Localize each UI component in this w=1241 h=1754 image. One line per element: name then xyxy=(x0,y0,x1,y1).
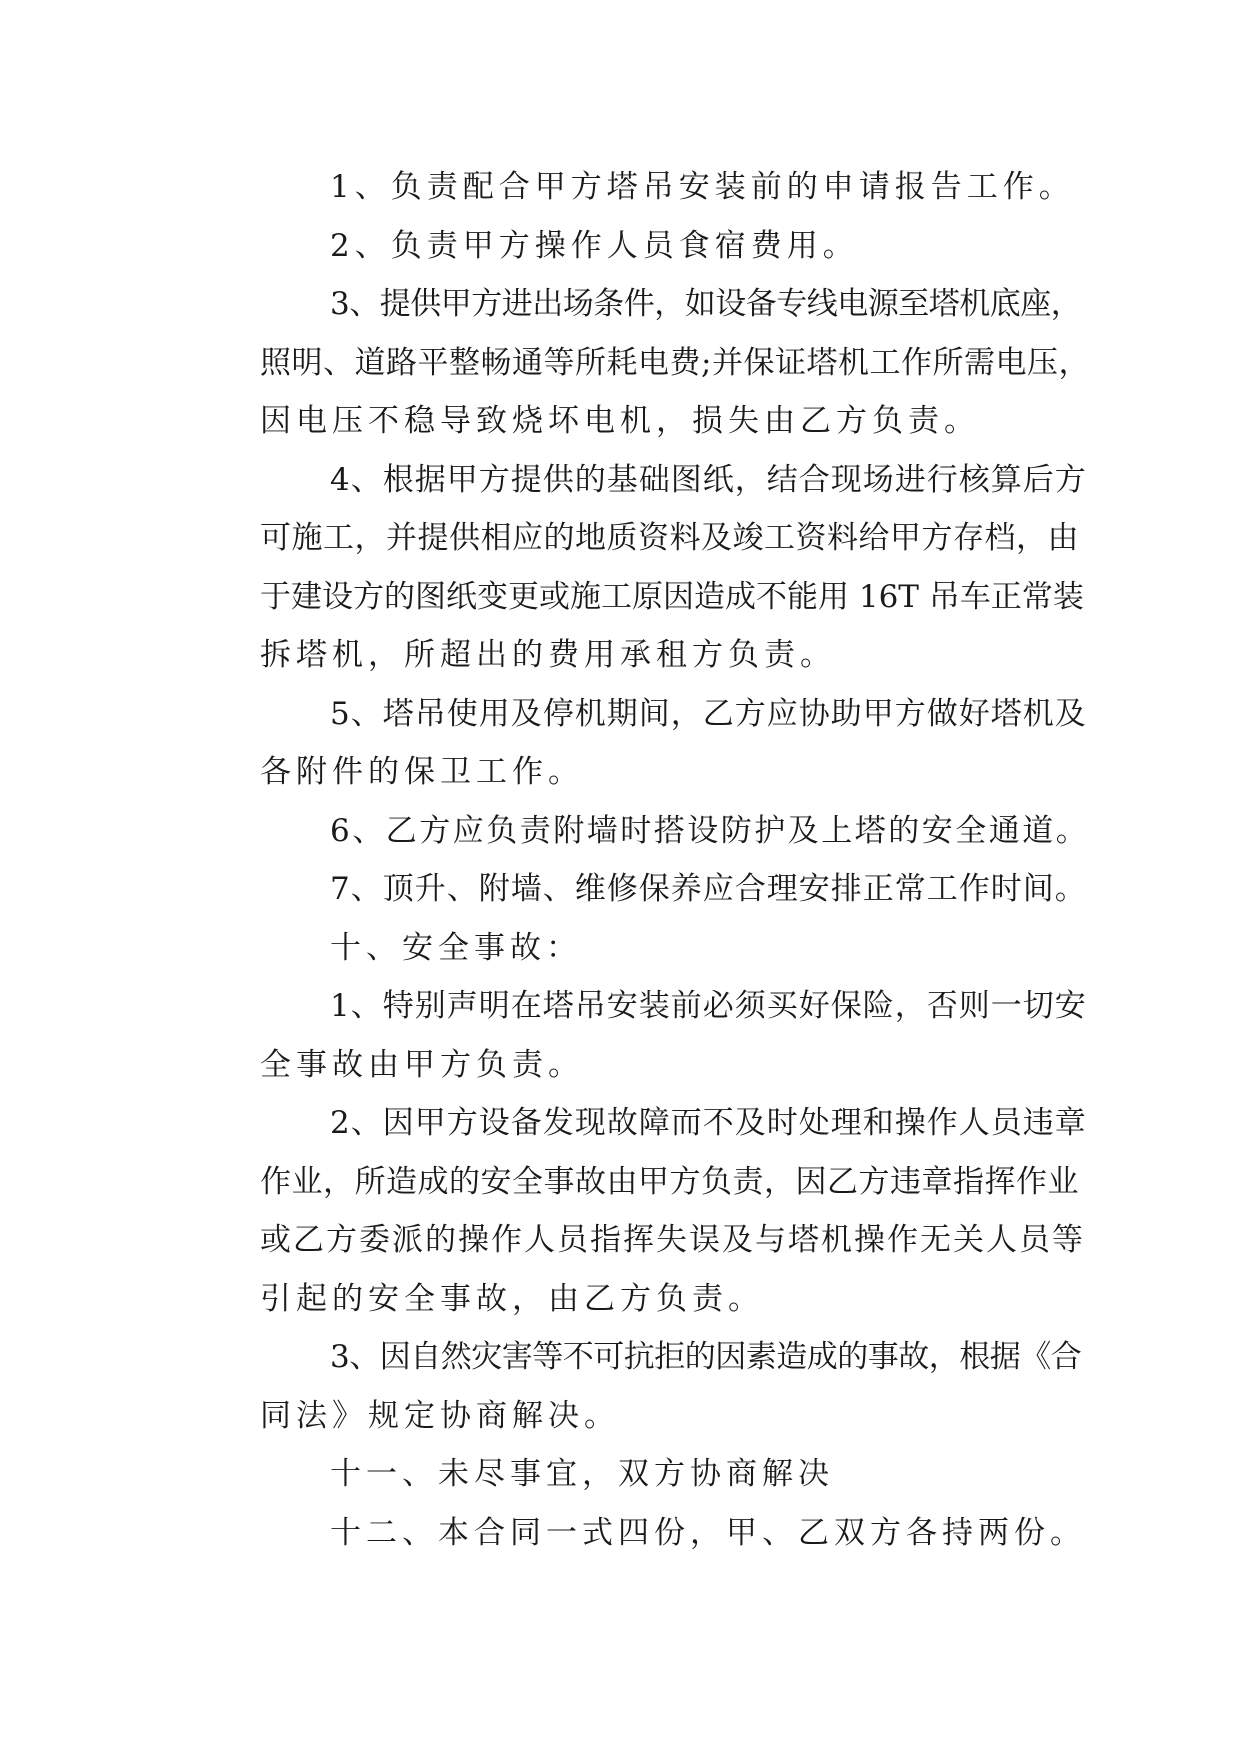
text-line: 照明、道路平整畅通等所耗电费;并保证塔机工作所需电压， xyxy=(260,344,1090,381)
text-line: 十一、未尽事宜，双方协商解决 xyxy=(330,1456,834,1492)
text-line: 作业，所造成的安全事故由甲方负责，因乙方违章指挥作业 xyxy=(260,1163,1079,1200)
paragraph-5 xyxy=(190,685,1087,802)
paragraph-1 xyxy=(190,158,1075,217)
text-line: 全事故由甲方负责。 xyxy=(260,1046,584,1083)
paragraph-8 xyxy=(190,977,1087,1094)
section-heading-safety-accidents xyxy=(190,919,1070,978)
text-line: 5、塔吊使用及停机期间，乙方应协助甲方做好塔机及 xyxy=(330,695,1087,732)
document-body xyxy=(190,158,1090,1562)
paragraph-6 xyxy=(190,802,1090,861)
text-line: 7、顶升、附墙、维修保养应合理安排正常工作时间。 xyxy=(330,871,1087,907)
paragraph-7 xyxy=(190,860,1087,919)
text-line: 2、负责甲方操作人员食宿费用。 xyxy=(330,227,859,264)
section-heading-copies xyxy=(190,1504,1086,1563)
text-line: 十二、本合同一式四份，甲、乙双方各持两份。 xyxy=(330,1514,1086,1551)
text-line: 可施工，并提供相应的地质资料及竣工资料给甲方存档，由 xyxy=(260,520,1079,556)
text-line: 同法》规定协商解决。 xyxy=(260,1397,620,1434)
paragraph-10 xyxy=(190,1328,1082,1445)
paragraph-2 xyxy=(190,217,1070,276)
text-line: 3、提供甲方进出场条件，如设备专线电源至塔机底座， xyxy=(330,286,1082,322)
text-line: 4、根据甲方提供的基础图纸，结合现场进行核算后方 xyxy=(330,461,1087,498)
text-line: 引起的安全事故，由乙方负责。 xyxy=(260,1280,764,1317)
text-line: 1、负责配合甲方塔吊安装前的申请报告工作。 xyxy=(330,169,1075,205)
text-line: 拆塔机，所超出的费用承租方负责。 xyxy=(260,637,836,673)
paragraph-3 xyxy=(190,275,1090,451)
text-line: 3、因自然灾害等不可抗拒的因素造成的事故，根据《合 xyxy=(330,1339,1082,1375)
text-line: 或乙方委派的操作人员指挥失误及与塔机操作无关人员等 xyxy=(260,1222,1085,1258)
text-line: 6、乙方应负责附墙时搭设防护及上塔的安全通道。 xyxy=(330,812,1090,849)
text-line: 于建设方的图纸变更或施工原因造成不能用 16T 吊车正常装 xyxy=(260,578,1084,615)
text-line: 十、安全事故： xyxy=(330,929,582,966)
text-line: 1、特别声明在塔吊安装前必须买好保险，否则一切安 xyxy=(330,988,1087,1024)
text-line: 因电压不稳导致烧坏电机，损失由乙方负责。 xyxy=(260,403,980,439)
text-line: 各附件的保卫工作。 xyxy=(260,754,584,790)
text-line: 2、因甲方设备发现故障而不及时处理和操作人员违章 xyxy=(330,1105,1087,1141)
paragraph-9 xyxy=(190,1094,1087,1328)
paragraph-4 xyxy=(190,451,1087,685)
section-heading-other-matters xyxy=(190,1445,1070,1504)
